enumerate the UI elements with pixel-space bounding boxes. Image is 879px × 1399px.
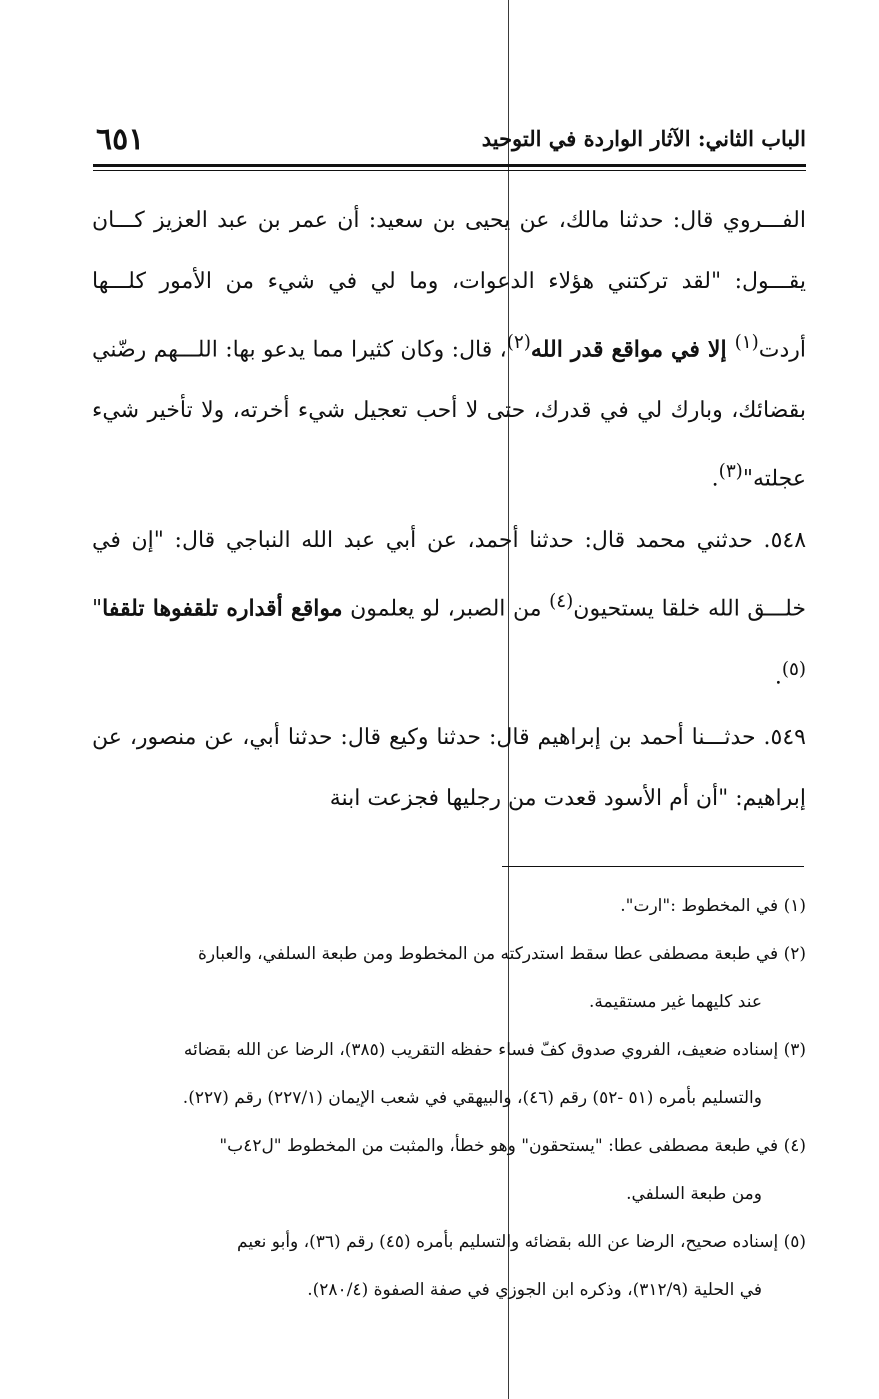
header-rule-thick	[93, 164, 806, 167]
footnote-4	[94, 1122, 806, 1218]
footnote-ref-5: (٥)	[781, 658, 806, 680]
footnotes	[94, 882, 806, 1314]
footnote-text: (٤) في طبعة مصطفى عطا: "يستحقون" وهو خطأ، والمثبت من المخطوط "ل٤٢ب"	[219, 1136, 806, 1156]
text-run: ٥٤٨. حدثني محمد قال: حدثنا أحمد، عن أبي عبد الله النباجي قال: "إن في خلـــق الله خلقا يستحيون	[92, 527, 807, 621]
header-rule-thin	[93, 170, 806, 171]
footnote-1	[94, 882, 806, 930]
footnote-text-cont: ومن طبعة السلفي.	[626, 1184, 762, 1204]
footnote-3	[94, 1026, 806, 1122]
footnote-5	[94, 1218, 806, 1314]
footnote-text: (٣) إسناده ضعيف، الفروي صدوق كفّ فساء حفظه التقريب (٣٨٥)، الرضا عن الله بقضائه	[183, 1040, 806, 1060]
text-run: .	[711, 466, 719, 492]
footnote-ref-1: (١)	[734, 332, 759, 353]
footnote-text: (١) في المخطوط :"ارت".	[620, 896, 806, 916]
footnote-text-cont: في الحلية (٣١٢/٩)، وذكره ابن الجوزي في صفة الصفوة (٢٨٠/٤).	[307, 1280, 762, 1300]
text-run: "	[92, 595, 103, 621]
footnote-ref-3: (٣)	[718, 461, 743, 483]
footnote-separator	[502, 866, 804, 867]
page-header	[96, 122, 806, 162]
footnote-2	[94, 930, 806, 1026]
footnote-text-cont: عند كليهما غير مستقيمة.	[589, 992, 762, 1012]
footnote-text-cont: والتسليم بأمره (٥١ -٥٢) رقم (٤٦)، والبيهقي في شعب الإيمان (٢٢٧/١) رقم (٢٢٧).	[182, 1088, 762, 1108]
paragraph-549	[92, 707, 806, 829]
bold-phrase: مواقع أقداره تلقفوها تلقفا	[102, 594, 343, 621]
main-text	[92, 190, 806, 829]
page-number: ٦٥١	[96, 122, 145, 157]
running-title: الباب الثاني: الآثار الواردة في التوحيد	[481, 126, 806, 151]
footnote-ref-4: (٤)	[549, 590, 574, 612]
text-run: ، قال: وكان كثيرا مما يدعو بها: اللـــهم رضّني بقضائك، وبارك لي في قدرك، حتى لا أحب تعجيل شيء أخرته، ولا تأخير شيء عجلته"	[92, 337, 806, 492]
text-run: .	[774, 664, 782, 690]
text-run: من الصبر، لو يعلمون	[342, 595, 550, 621]
footnote-ref-2: (٢)	[506, 332, 531, 353]
bold-phrase: إلا في مواقع قدر الله	[530, 336, 735, 363]
footnote-text: (٢) في طبعة مصطفى عطا سقط استدركته من المخطوط ومن طبعة السلفي، والعبارة	[197, 944, 806, 964]
text-run: الفـــروي قال: حدثنا مالك، عن يحيى بن سعيد: أن عمر بن عبد العزيز كـــان يقـــول: "لقد تركتني هؤلاء الدعوات، وما لي في شيء من الأمور كلـــها أردت	[92, 208, 806, 363]
paragraph-547-cont	[92, 190, 806, 510]
text-run: ٥٤٩. حدثـــنا أحمد بن إبراهيم قال: حدثنا وكيع قال: حدثنا أبي، عن منصور، عن إبراهيم: "أن أم الأسود قعدت من رجليها فجزعت ابنة	[92, 725, 806, 812]
footnote-text: (٥) إسناده صحيح، الرضا عن الله بقضائه والتسليم بأمره (٤٥) رقم (٣٦)، وأبو نعيم	[237, 1232, 806, 1252]
paragraph-548	[92, 510, 806, 708]
